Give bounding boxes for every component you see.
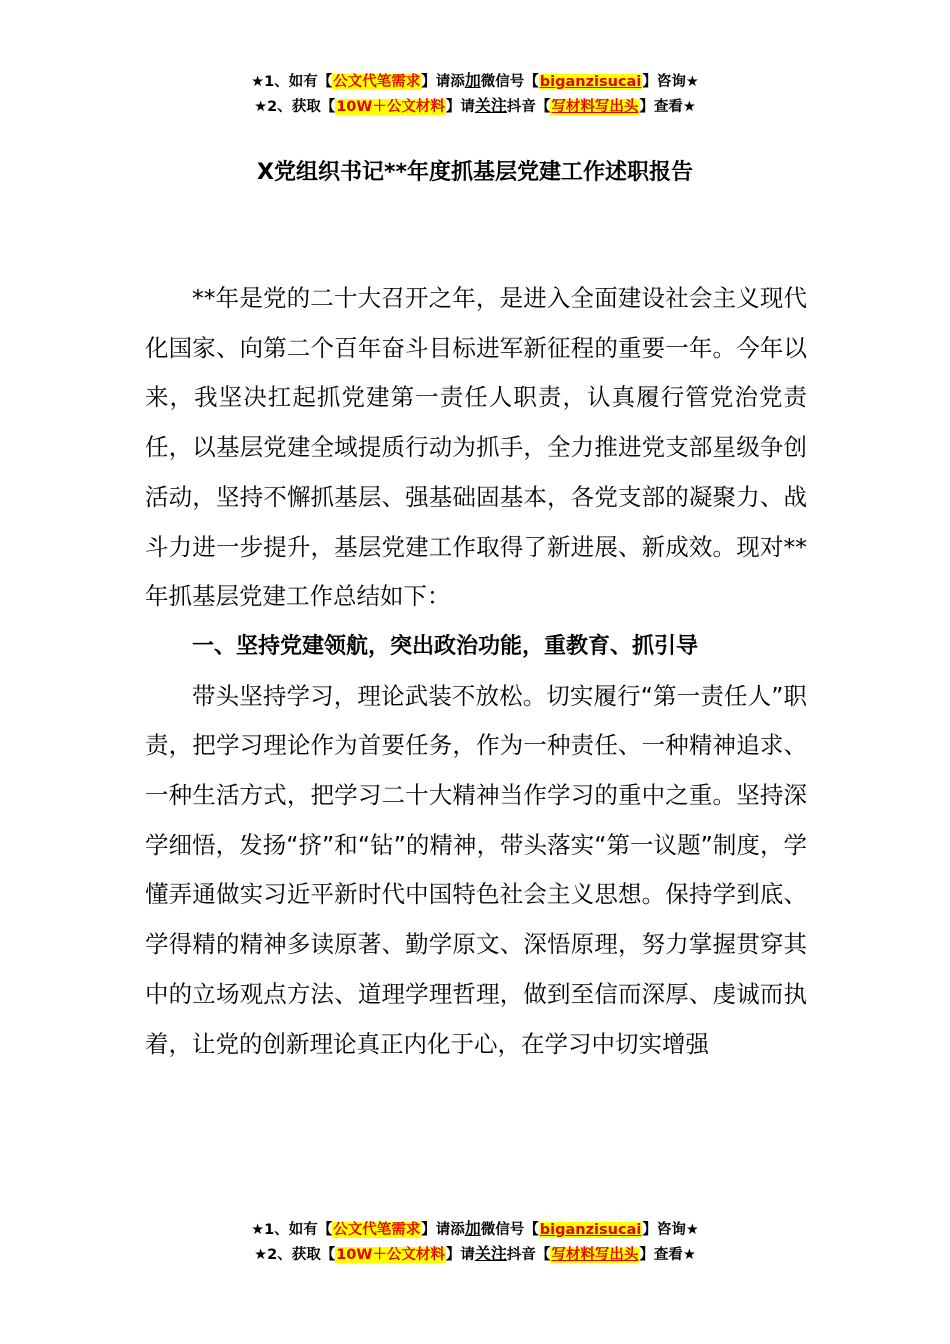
promo-text: 】咨询★	[642, 1222, 699, 1238]
promo-text: 】请	[445, 99, 475, 115]
promo-line-2	[0, 1242, 950, 1267]
promo-line-2	[0, 94, 950, 119]
document-body	[145, 274, 807, 1069]
promo-underlined-text: 关注	[474, 96, 507, 115]
promo-douyin-account-link[interactable]: 写材料写出头	[551, 1247, 639, 1263]
promo-text: 】查看★	[639, 1247, 696, 1263]
promo-wechat-id-link[interactable]: biganzisucai	[539, 74, 642, 90]
promo-text: 抖音【	[506, 1247, 551, 1263]
promo-line-1	[0, 69, 950, 94]
promo-text: 】请	[445, 1247, 475, 1263]
promo-highlight-materials: 10W＋公文材料	[336, 99, 445, 115]
section-heading: 一、坚持党建领航，突出政治功能，重教育、抓引导	[192, 633, 699, 659]
promo-text: 微信号【	[480, 1222, 539, 1238]
section-paragraph: 带头坚持学习，理论武装不放松。切实履行“第一责任人”职责，把学习理论作为首要任务，作为一种责任、一种精神追求、一种生活方式，把学习二十大精神当作学习的重中之重。坚持深学细悟，发扬“挤”和“钻”的精神，带头落实“第一议题”制度，学懂弄通做实习近平新时代中国特色社会主义思想。保持学到底、学得精的精神多读原著、勤学原文、深悟原理，努力掌握贯穿其中的立场观点方法、道理学理哲理，做到至信而深厚、虔诚而执着，让党的创新理论真正内化于心，在学习中切实增强	[145, 681, 807, 1058]
promo-text: 】请添	[421, 1222, 465, 1238]
bottom-promo-banner	[0, 1217, 950, 1267]
promo-highlight-ghostwriting: 公文代笔需求	[333, 1222, 421, 1238]
promo-douyin-account-link[interactable]: 写材料写出头	[551, 99, 639, 115]
promo-underlined-text: 加	[464, 1219, 481, 1238]
promo-text: 】咨询★	[642, 74, 699, 90]
promo-underlined-text: 关注	[474, 1244, 507, 1263]
promo-wechat-id-link[interactable]: biganzisucai	[539, 1222, 642, 1238]
promo-highlight-materials: 10W＋公文材料	[336, 1247, 445, 1263]
promo-text: ★2、获取【	[254, 1247, 336, 1263]
intro-paragraph: **年是党的二十大召开之年，是进入全面建设社会主义现代化国家、向第二个百年奋斗目标进军新征程的重要一年。今年以来，我坚决扛起抓党建第一责任人职责，认真履行管党治党责任，以基层党建全域提质行动为抓手，全力推进党支部星级争创活动，坚持不懈抓基层、强基础固基本，各党支部的凝聚力、战斗力进一步提升，基层党建工作取得了新进展、新成效。现对**年抓基层党建工作总结如下：	[145, 284, 807, 611]
promo-text: ★1、如有【	[251, 74, 333, 90]
promo-text: 】查看★	[639, 99, 696, 115]
promo-underlined-text: 加	[464, 71, 481, 90]
promo-text: 微信号【	[480, 74, 539, 90]
promo-line-1	[0, 1217, 950, 1242]
promo-text: 】请添	[421, 74, 465, 90]
top-promo-banner	[0, 69, 950, 119]
promo-text: ★1、如有【	[251, 1222, 333, 1238]
promo-text: ★2、获取【	[254, 99, 336, 115]
document-title: X党组织书记**年度抓基层党建工作述职报告	[257, 160, 693, 185]
promo-highlight-ghostwriting: 公文代笔需求	[333, 74, 421, 90]
promo-text: 抖音【	[506, 99, 551, 115]
